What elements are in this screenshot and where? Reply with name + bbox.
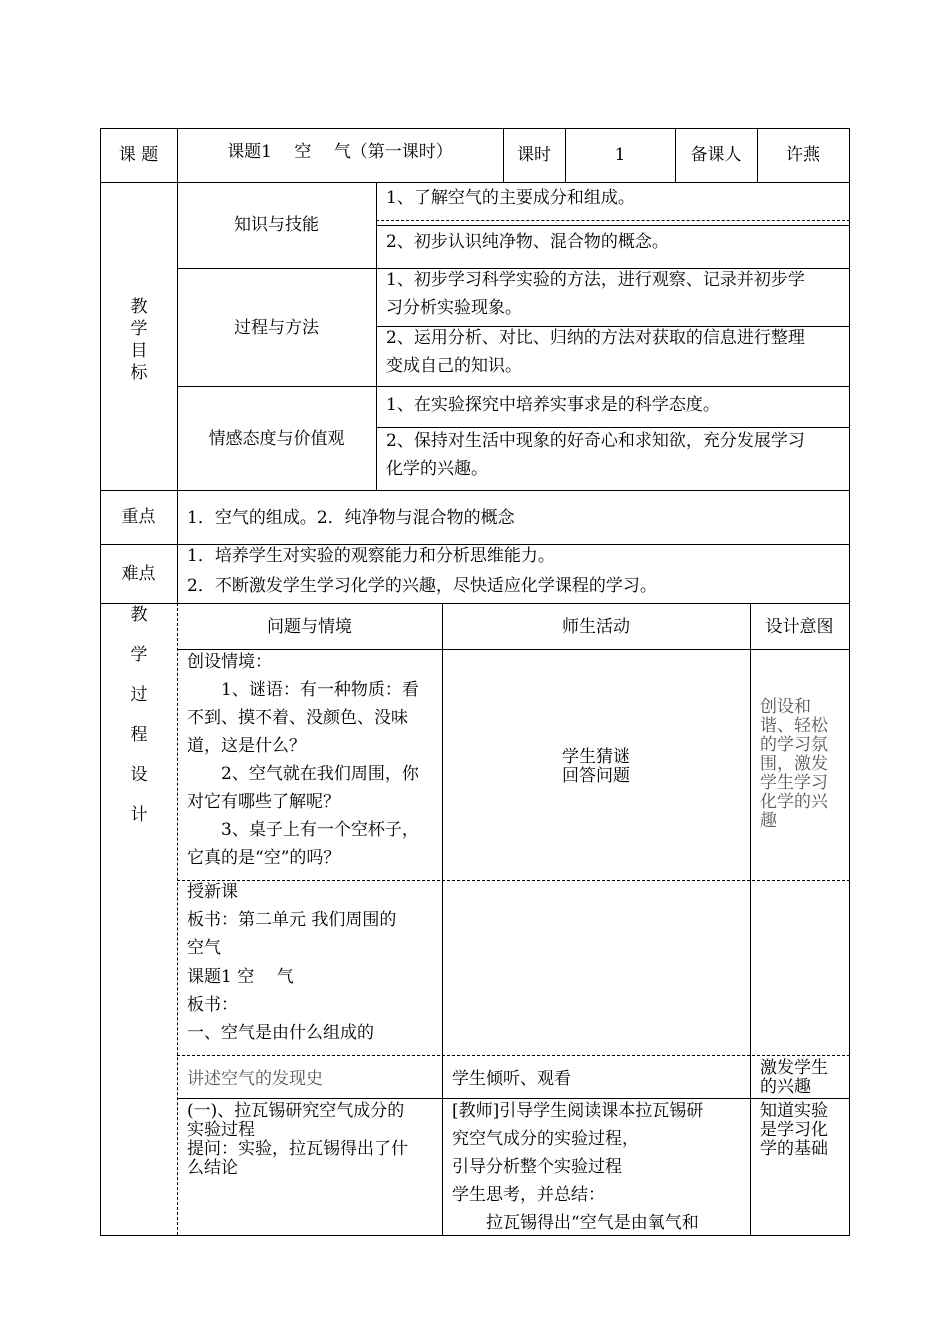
row-divider	[100, 603, 850, 604]
knowledge-item: 1、了解空气的主要成分和组成。	[386, 188, 635, 208]
activity-line: 究空气成分的实验过程，	[452, 1129, 639, 1149]
dashed-divider	[376, 220, 850, 221]
situation-line: 它真的是“空”的吗？	[187, 848, 341, 868]
situation-line: 一、空气是由什么组成的	[187, 1023, 374, 1043]
activity-line: 回答问题	[562, 766, 630, 786]
situation-line: 讲述空气的发现史	[187, 1069, 323, 1089]
row-divider	[177, 386, 850, 387]
difficulty-line: 2．不断激发学生学习化学的兴趣，尽快适应化学课程的学习。	[187, 576, 657, 596]
objectives-label	[102, 296, 176, 384]
difficulties-label: 难点	[121, 564, 156, 584]
process-item-line: 变成自己的知识。	[386, 356, 522, 376]
emotion-label: 情感态度与价值观	[208, 429, 345, 449]
intent-line: 学的基础	[760, 1139, 828, 1159]
objectives-label-char: 目	[130, 341, 148, 361]
row-divider	[376, 225, 850, 226]
situation-line: 课题1 空 气	[187, 967, 294, 987]
process-design-label-char: 过	[130, 685, 148, 705]
process-design-label	[102, 602, 176, 829]
process-label: 过程与方法	[234, 318, 319, 338]
column-divider-dashed	[177, 603, 178, 1235]
situation-line: 么结论	[187, 1158, 238, 1178]
hours-value: 1	[614, 145, 626, 165]
situation-line: 板书：	[187, 995, 238, 1015]
process-design-label-char: 计	[130, 805, 148, 825]
situation-line: 空气	[187, 938, 221, 958]
emotion-item-line: 1、在实验探究中培养实事求是的科学态度。	[386, 395, 720, 415]
column-divider	[376, 182, 377, 490]
activity-line: 引导分析整个实验过程	[452, 1157, 622, 1177]
intent-line: 知道实验	[760, 1101, 828, 1121]
process-item-line: 1、初步学习科学实验的方法，进行观察、记录并初步学	[386, 270, 805, 290]
intent-line: 学生学习	[760, 773, 828, 793]
hours-label: 课时	[517, 145, 551, 165]
process-design-label-char: 教	[130, 605, 148, 625]
column-header-intent: 设计意图	[765, 617, 834, 637]
situation-line: 板书：第二单元 我们周围的	[187, 910, 397, 930]
process-design-label-char: 学	[130, 645, 148, 665]
difficulty-line: 1．培养学生对实验的观察能力和分析思维能力。	[187, 546, 555, 566]
situation-line: 道，这是什么？	[187, 736, 306, 756]
knowledge-item: 2、初步认识纯净物、混合物的概念。	[386, 232, 669, 252]
column-header-activity: 师生活动	[562, 617, 630, 637]
topic-title: 课题1 空 气（第一课时）	[227, 142, 453, 162]
situation-line: 不到、摸不着、没颜色、没味	[187, 708, 408, 728]
intent-line: 的学习氛	[760, 735, 828, 755]
table-border-top	[100, 128, 850, 129]
objectives-label-char: 学	[130, 319, 148, 339]
situation-line: 3、桌子上有一个空杯子，	[187, 820, 419, 840]
emotion-item-line: 化学的兴趣。	[386, 459, 488, 479]
situation-line: 实验过程	[187, 1120, 255, 1140]
topic-label: 课 题	[118, 145, 159, 165]
situation-line: 2、空气就在我们周围，你	[187, 764, 419, 784]
preparer-name: 许燕	[786, 145, 820, 165]
objectives-label-char: 教	[130, 297, 148, 317]
objectives-label-char: 标	[130, 363, 148, 383]
key-points-label: 重点	[121, 507, 156, 527]
situation-line: 1、谜语：有一种物质：看	[187, 680, 419, 700]
activity-line: 学生猜谜	[562, 747, 630, 767]
intent-line: 谐、轻松	[760, 716, 828, 736]
key-points-text: 1．空气的组成。2．纯净物与混合物的概念	[187, 508, 515, 528]
activity-line: [教师]引导学生阅读课本拉瓦锡研	[452, 1101, 704, 1121]
intent-line: 的兴趣	[760, 1077, 811, 1097]
situation-line: 授新课	[187, 882, 238, 902]
situation-line: 对它有哪些了解呢？	[187, 792, 340, 812]
process-item-line: 习分析实验现象。	[386, 298, 522, 318]
emotion-item-line: 2、保持对生活中现象的好奇心和求知欲，充分发展学习	[386, 431, 805, 451]
situation-line: 创设情境：	[187, 652, 272, 672]
column-divider	[177, 128, 178, 603]
row-divider	[100, 490, 850, 491]
knowledge-label: 知识与技能	[234, 215, 319, 235]
column-divider	[750, 603, 751, 1235]
activity-line: 学生思考，并总结：	[452, 1185, 605, 1205]
activity-line: 学生倾听、观看	[452, 1069, 571, 1089]
process-item-line: 2、运用分析、对比、归纳的方法对获取的信息进行整理	[386, 328, 805, 348]
column-divider	[442, 603, 443, 1235]
intent-line: 化学的兴	[760, 792, 828, 812]
activity-line: 拉瓦锡得出“空气是由氧气和	[452, 1213, 699, 1233]
intent-line: 激发学生	[760, 1058, 828, 1078]
table-border-left	[100, 128, 101, 1235]
preparer-label: 备课人	[690, 145, 742, 165]
intent-line: 是学习化	[760, 1120, 828, 1140]
intent-line: 围，激发	[760, 754, 828, 774]
intent-line: 创设和	[760, 697, 811, 717]
process-design-label-char: 程	[130, 725, 148, 745]
column-header-situation: 问题与情境	[267, 617, 352, 637]
process-design-label-char: 设	[130, 765, 148, 785]
situation-line: 提问：实验，拉瓦锡得出了什	[187, 1139, 408, 1159]
intent-line: 趣	[760, 811, 777, 831]
row-divider	[100, 182, 850, 183]
situation-line: (一)、拉瓦锡研究空气成分的	[187, 1101, 405, 1121]
table-border-right	[849, 128, 850, 1235]
